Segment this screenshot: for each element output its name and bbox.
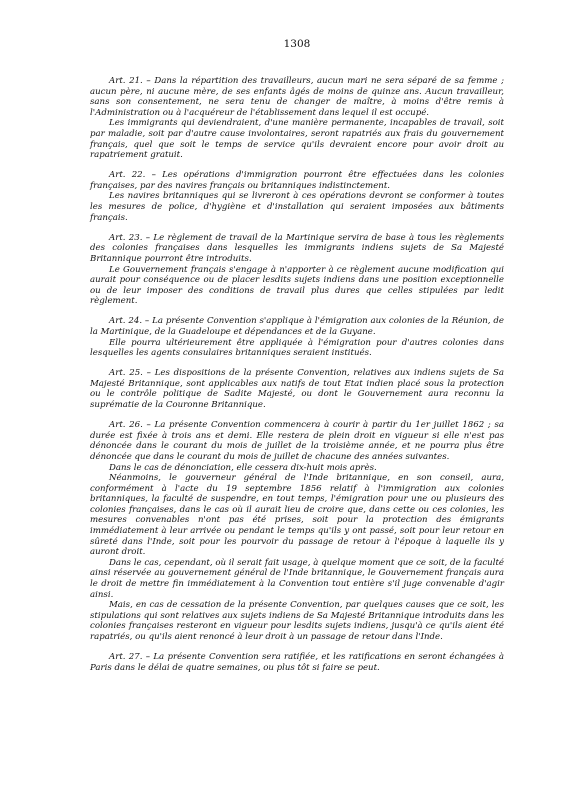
article-paragraph: Néanmoins, le gouverneur général de l'Inde britannique, en son conseil, aura, conformément à l'acte du 19 septembre 1856 relatif à l'immigration aux colonies britanniques, la faculté de suspendre, en tout temps, l'émigration pour une ou plusieurs des colonies françaises, dans le cas où il aurait lieu de croire que, dans cette ou ces colonies, les mesures convenables n'ont pas été prises, soit pour la protection des émigrants immédiatement à leur arrivée ou pendant le temps qu'ils y ont passé, soit pour leur retour en sûreté dans l'Inde, soit pour les pourvoir du passage de retour à l'époque à laquelle ils y auront droit. (90, 473, 504, 558)
article-paragraph: Le Gouvernement français s'engage à n'apporter à ce règlement aucune modification qui aurait pour conséquence ou de placer lesdits sujets indiens dans une position exceptionnelle ou de leur imposer des conditions de travail plus dures que celles stipulées par ledit règlement. (90, 264, 504, 307)
article-paragraph: Art. 23. – Le règlement de travail de la Martinique servira de base à tous les règlements des colonies françaises dans lesquelles les immigrants indiens sujets de Sa Majesté Britannique pourront être introduits. (90, 232, 504, 264)
article-paragraph: Art. 24. – La présente Convention s'applique à l'émigration aux colonies de la Réunion, de la Martinique, de la Guadeloupe et dépendances et de la Guyane. (90, 316, 504, 337)
article-paragraph: Art. 21. – Dans la répartition des travailleurs, aucun mari ne sera séparé de sa femme ; aucun père, ni aucune mère, de ses enfants âgés de moins de quinze ans. Aucun travailleur, sans son consentement, ne sera tenu de changer de maître, à moins d'être remis à l'Administration ou à l'acquéreur de l'établissement dans lequel il est occupé. (90, 76, 504, 118)
article-block (90, 170, 504, 223)
article-paragraph: Art. 22. – Les opérations d'immigration pourront être effectuées dans les colonies françaises, par des navires français ou britanniques indistinctement. (90, 170, 504, 191)
article-block (90, 652, 504, 673)
article-paragraph: Art. 25. – Les dispositions de la présente Convention, relatives aux indiens sujets de Sa Majesté Britannique, sont applicables aux natifs de tout Etat indien placé sous la protection ou le contrôle politique de Sadite Majesté, ou dont le Gouvernement aura reconnu la suprématie de la Couronne Britannique. (90, 368, 504, 411)
articles-container (90, 76, 504, 673)
article-paragraph: Les immigrants qui deviendraient, d'une manière permanente, incapables de travail, soit par maladie, soit par d'autre cause involontaires, seront rapatriés aux frais du gouvernement français, quel que soit le temps de service qu'ils devraient encore pour avoir droit au rapatriement gratuit. (90, 118, 504, 161)
article-block (90, 233, 504, 307)
article-block (90, 316, 504, 358)
article-block (90, 368, 504, 410)
article-block (90, 76, 504, 161)
article-paragraph: Dans le cas de dénonciation, elle cessera dix-huit mois après. (109, 462, 377, 473)
article-paragraph: Les navires britanniques qui se livreront à ces opérations devront se conformer à toutes les mesures de police, d'hygiène et d'installation qui seraient imposées aux bâtiments français. (90, 191, 504, 223)
article-paragraph: Art. 27. – La présente Convention sera ratifiée, et les ratifications en seront échangées à Paris dans le délai de quatre semaines, ou plus tôt si faire se peut. (90, 652, 504, 673)
article-block (90, 420, 504, 642)
article-paragraph: Dans le cas, cependant, où il serait fait usage, à quelque moment que ce soit, de la faculté ainsi réservée au gouvernement général de l'Inde britannique, le Gouvernement français aura le droit de mettre fin immédiatement à la Convention tout entière s'il juge convenable d'agir ainsi. (90, 557, 504, 600)
article-paragraph: Art. 26. – La présente Convention commencera à courir à partir du 1er juillet 1862 ; sa durée est fixée à trois ans et demi. Elle restera de plein droit en vigueur si elle n'est pas dénoncée dans le courant du mois de juillet de la troisième année, et ne pourra plus être dénoncée que dans le courant du mois de juillet de chacune des années suivantes. (90, 420, 504, 462)
article-paragraph: Mais, en cas de cessation de la présente Convention, par quelques causes que ce soit, les stipulations qui sont relatives aux sujets indiens de Sa Majesté Britannique introduits dans les colonies françaises resteront en vigueur pour lesdits sujets indiens, jusqu'à ce qu'ils aient été rapatriés, ou qu'ils aient renoncé à leur droit à un passage de retour dans l'Inde. (90, 600, 504, 642)
page-number: 1308 (283, 38, 311, 50)
article-paragraph: Elle pourra ultérieurement être appliquée à l'émigration pour d'autres colonies dans lesquelles les agents consulaires britanniques seraient institués. (90, 337, 504, 359)
